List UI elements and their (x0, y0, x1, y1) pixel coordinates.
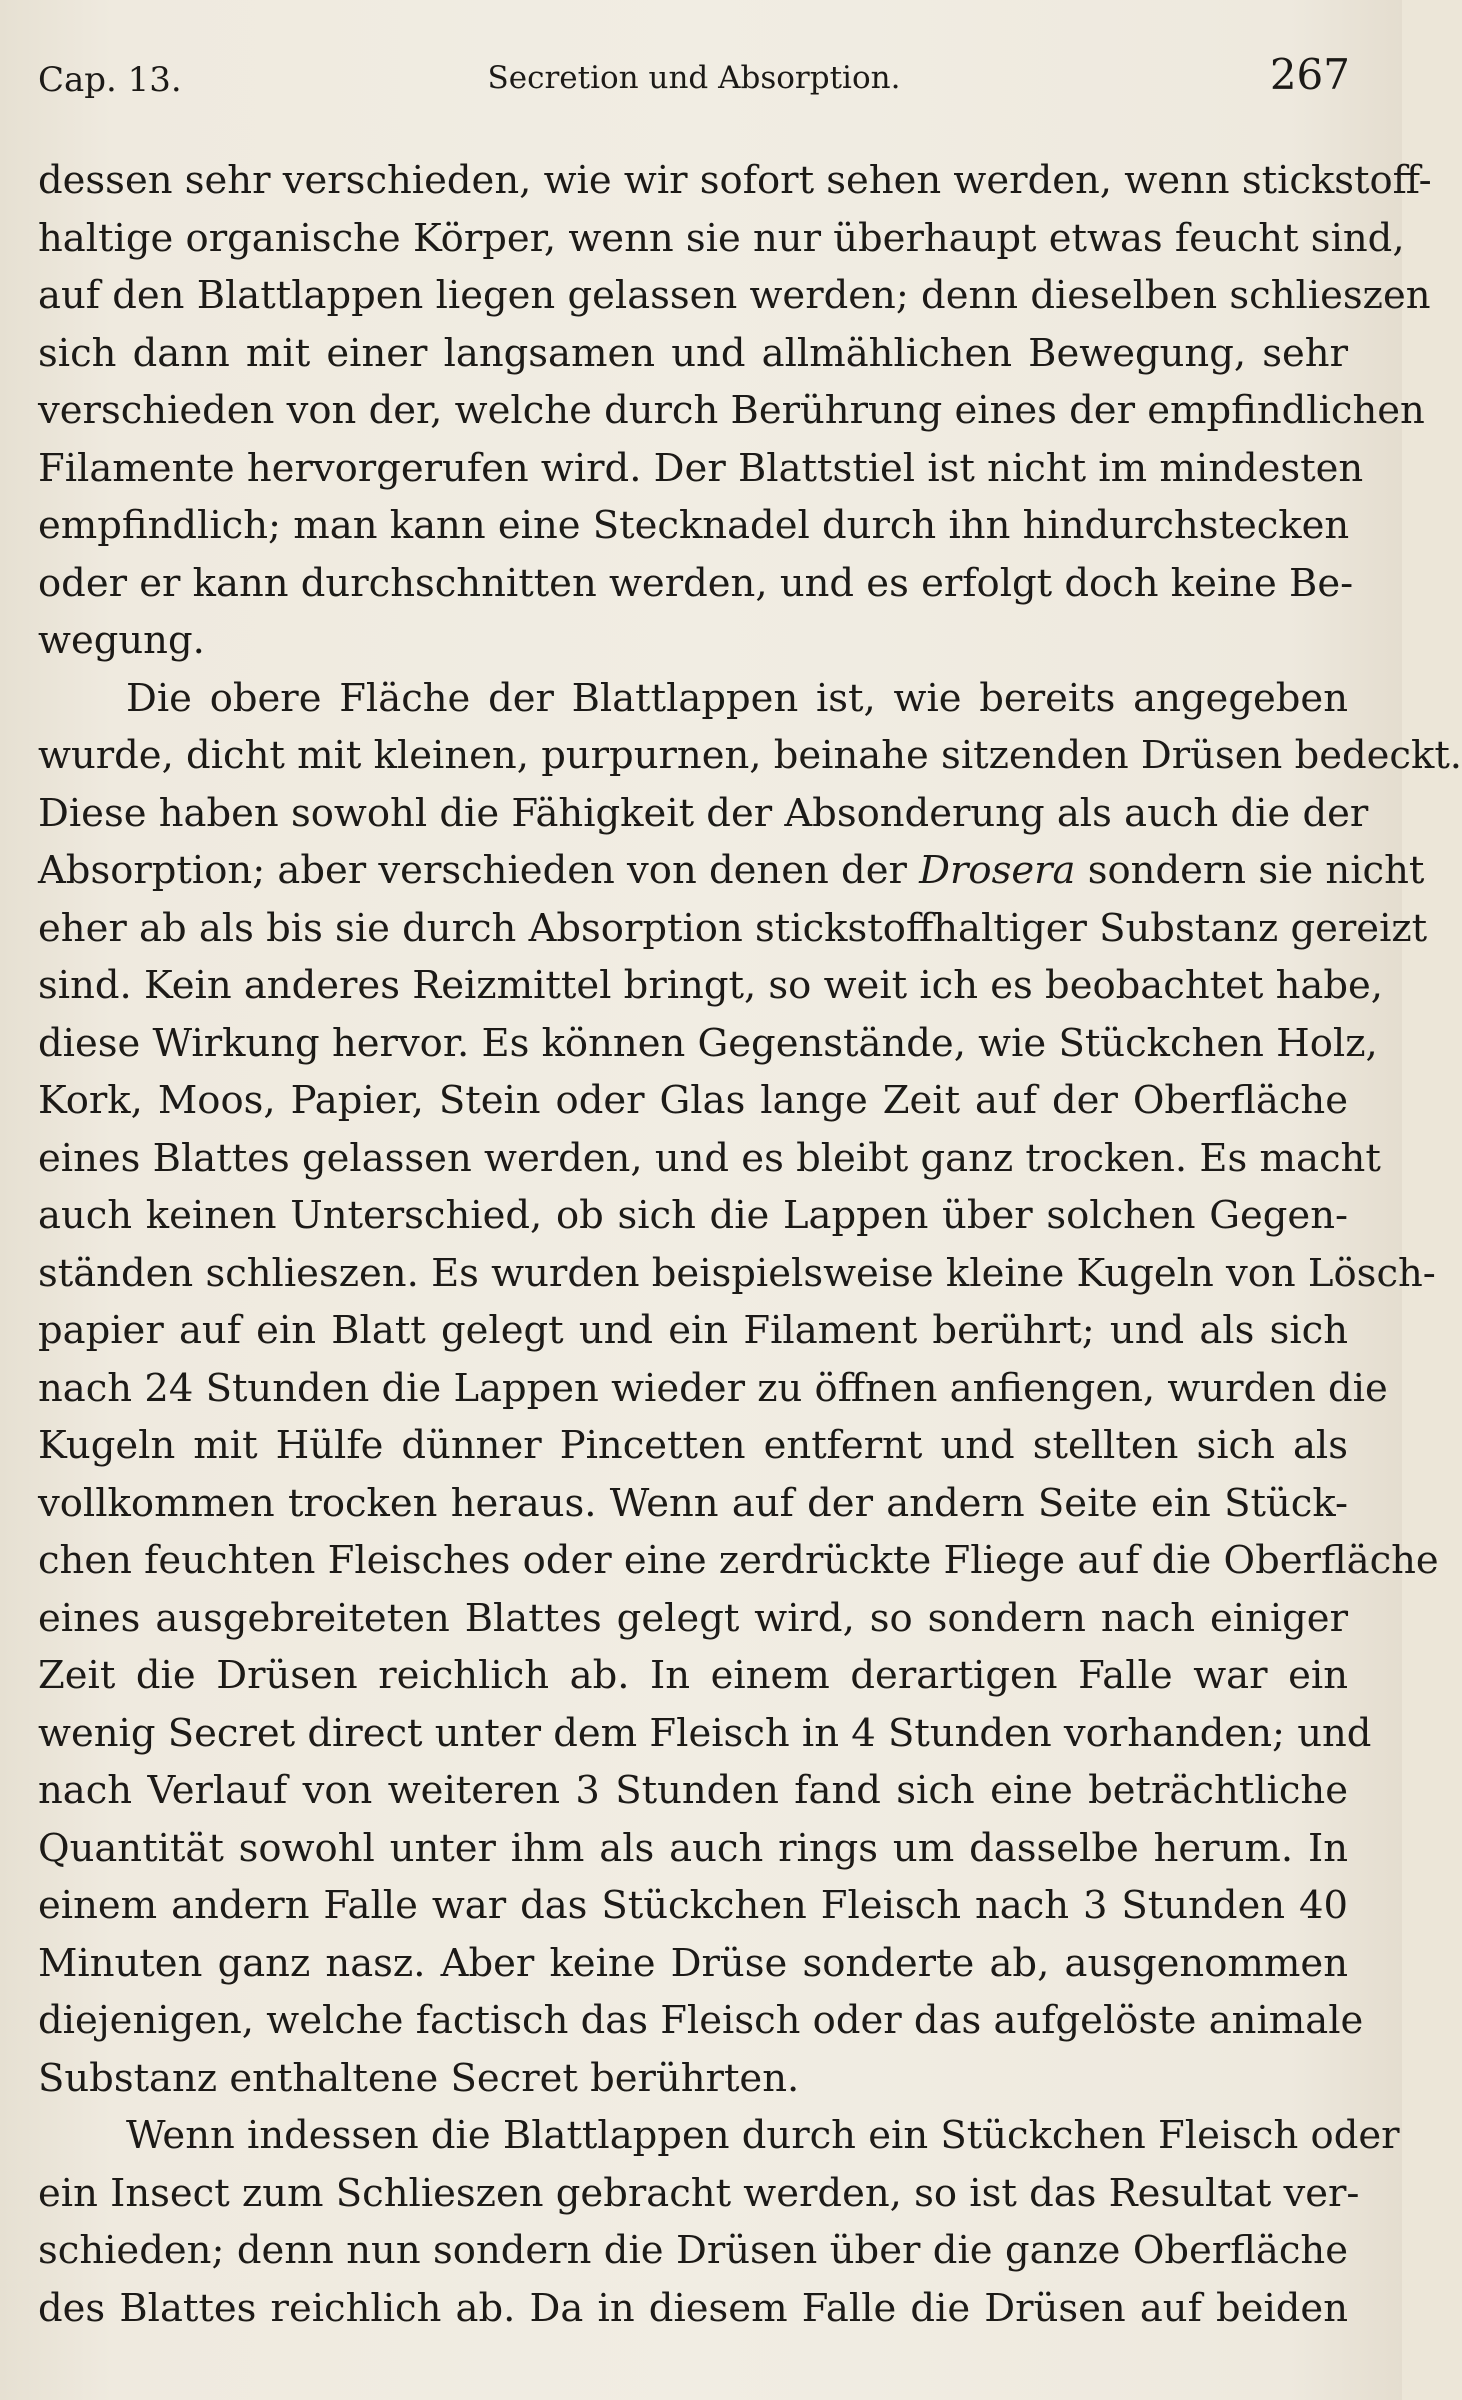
text-line: Quantität sowohl unter ihm als auch rings um dasselbe herum. In (38, 1825, 1348, 1871)
text-line: Minuten ganz nasz. Aber keine Drüse sonderte ab, ausgenommen (38, 1940, 1348, 1986)
body-text (38, 152, 1462, 2337)
text-line: schieden; denn nun sondern die Drüsen über die ganze Oberfläche (38, 2228, 1348, 2273)
text-line: Filamente hervorgerufen wird. Der Blattstiel ist nicht im mindesten (38, 445, 1364, 491)
text-line: diese Wirkung hervor. Es können Gegenstände, wie Stückchen Holz, (38, 1020, 1378, 1066)
text-line: dessen sehr verschieden, wie wir sofort sehen werden, wenn stickstoff- (38, 158, 1432, 203)
text-line: auf den Blattlappen liegen gelassen werden; denn dieselben schlieszen (38, 273, 1431, 318)
text-line: wenig Secret direct unter dem Fleisch in 4 Stunden vorhanden; und (38, 1710, 1372, 1756)
chapter-label: Cap. 13. (38, 60, 182, 100)
text-line: verschieden von der, welche durch Berührung eines der empfindlichen (38, 388, 1425, 433)
running-head (38, 50, 1350, 110)
text-line: Absorption; aber verschieden von denen der Drosera sondern sie nicht (38, 848, 1425, 893)
text-line: eines Blattes gelassen werden, und es bleibt ganz trocken. Es macht (38, 1135, 1381, 1181)
text-line: Wenn indessen die Blattlappen durch ein Stückchen Fleisch oder (126, 2113, 1400, 2158)
text-line: Kork, Moos, Papier, Stein oder Glas lange Zeit auf der Oberfläche (38, 1078, 1348, 1123)
text-line: wegung. (38, 618, 205, 663)
text-line: ständen schlieszen. Es wurden beispielsweise kleine Kugeln von Lösch- (38, 1250, 1436, 1296)
paragraph (38, 152, 1432, 670)
text-line: ein Insect zum Schlieszen gebracht werden, so ist das Resultat ver- (38, 2170, 1360, 2216)
text-line: sind. Kein anderes Reizmittel bringt, so weit ich es beobachtet habe, (38, 963, 1383, 1008)
italic-term: Drosera (919, 848, 1076, 893)
section-title: Secretion und Absorption. (487, 60, 901, 96)
text-line: diejenigen, welche factisch das Fleisch oder das aufgelöste animale (38, 1998, 1364, 2043)
paragraph (38, 2107, 1400, 2337)
text-line: papier auf ein Blatt gelegt und ein Filament berührt; und als sich (38, 1308, 1348, 1353)
text-line: des Blattes reichlich ab. Da in diesem Falle die Drüsen auf beiden (38, 2285, 1348, 2331)
text-line: eines ausgebreiteten Blattes gelegt wird, so sondern nach einiger (38, 1595, 1348, 1641)
text-line: empfindlich; man kann eine Stecknadel durch ihn hindurchstecken (38, 503, 1350, 548)
text-line: auch keinen Unterschied, ob sich die Lappen über solchen Gegen- (38, 1193, 1348, 1238)
text-line: einem andern Falle war das Stückchen Fleisch nach 3 Stunden 40 (38, 1883, 1348, 1928)
text-line: sich dann mit einer langsamen und allmählichen Bewegung, sehr (38, 330, 1348, 376)
text-line: nach 24 Stunden die Lappen wieder zu öffnen anfiengen, wurden die (38, 1365, 1388, 1411)
text-line: Substanz enthaltene Secret berührten. (38, 2055, 800, 2101)
text-line: chen feuchten Fleisches oder eine zerdrückte Fliege auf die Oberfläche (38, 1538, 1439, 1583)
text-line: Diese haben sowohl die Fähigkeit der Absonderung als auch die der (38, 790, 1369, 836)
text-line: wurde, dicht mit kleinen, purpurnen, beinahe sitzenden Drüsen bedeckt. (38, 733, 1462, 778)
text-line: nach Verlauf von weiteren 3 Stunden fand sich eine beträchtliche (38, 1768, 1348, 1813)
text-line: Zeit die Drüsen reichlich ab. In einem derartigen Falle war ein (38, 1653, 1348, 1698)
paragraph (38, 670, 1462, 2108)
text-line: oder er kann durchschnitten werden, und es erfolgt doch keine Be- (38, 560, 1354, 606)
text-line: Kugeln mit Hülfe dünner Pincetten entfernt und stellten sich als (38, 1423, 1348, 1468)
text-line: Die obere Fläche der Blattlappen ist, wie bereits angegeben (126, 675, 1348, 721)
text-line: haltige organische Körper, wenn sie nur überhaupt etwas feucht sind, (38, 215, 1405, 261)
text-line: eher ab als bis sie durch Absorption stickstoffhaltiger Substanz gereizt (38, 905, 1428, 951)
page-number: 267 (1269, 50, 1350, 99)
text-line: vollkommen trocken heraus. Wenn auf der andern Seite ein Stück- (38, 1480, 1348, 1526)
